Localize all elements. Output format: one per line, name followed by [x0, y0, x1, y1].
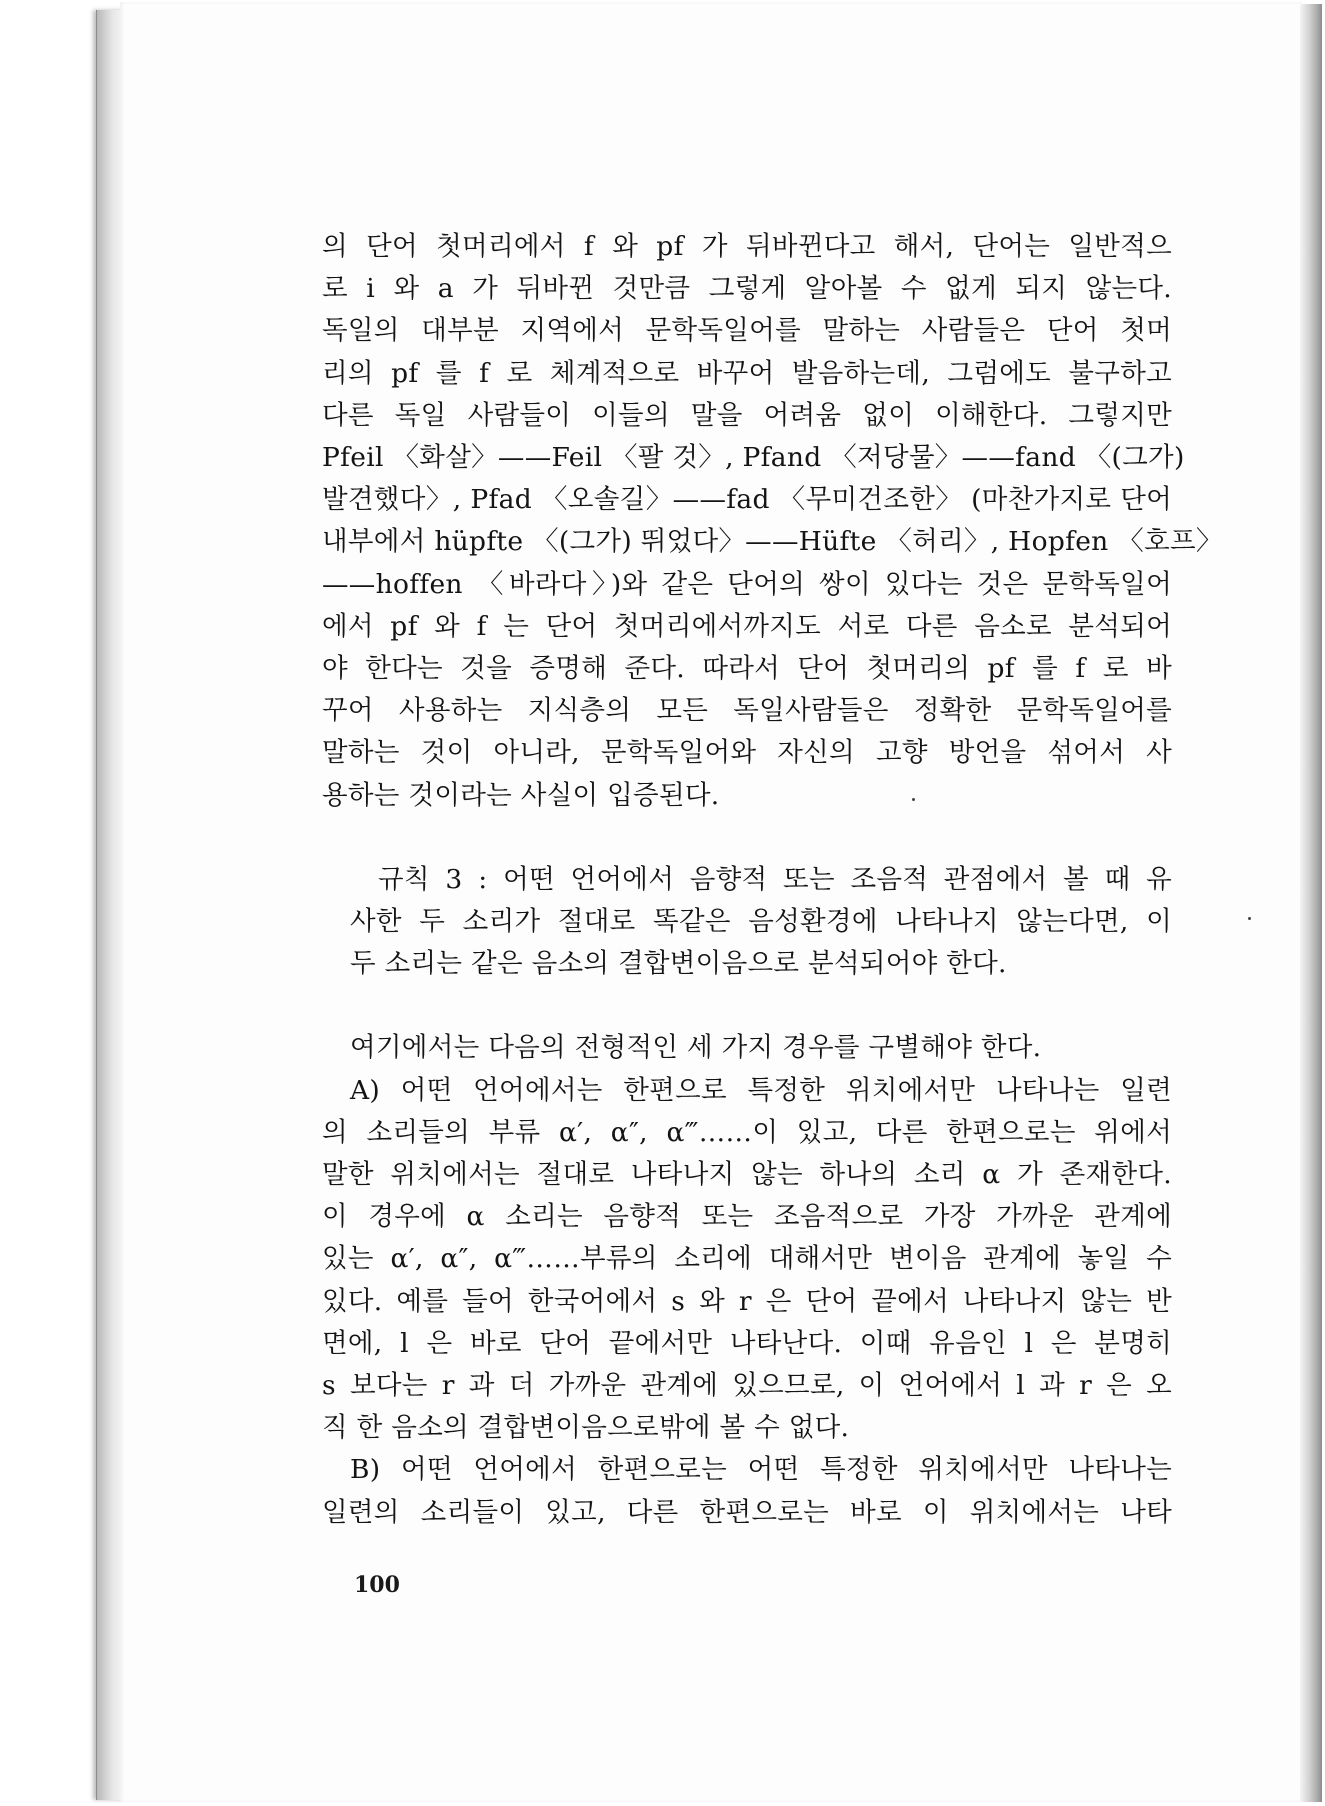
page-number: 100 [354, 1572, 400, 1598]
text-line: 다른 독일 사람들이 이들의 말을 어려움 없이 이해한다. 그렇지만 [322, 399, 1172, 431]
rule-line: 두 소리는 같은 음소의 결합변이음으로 분석되어야 한다. [350, 948, 1007, 980]
text-line: 말한 위치에서는 절대로 나타나지 않는 하나의 소리 α 가 존재한다. [322, 1159, 1172, 1191]
text-line: Pfeil 〈화살〉——Feil 〈팔 것〉, Pfand 〈저당물〉——fand 〈(그가) [322, 442, 1185, 474]
text-line: A) 어떤 언어에서는 한편으로 특정한 위치에서만 나타나는 일련 [350, 1074, 1172, 1106]
scan-speck [912, 798, 915, 801]
scan-speck [1248, 917, 1251, 920]
text-line: 발견했다〉, Pfad 〈오솔길〉——fad 〈무미건조한〉 (마찬가지로 단어 [322, 484, 1172, 516]
text-line: 의 소리들의 부류 α′, α″, α‴……이 있고, 다른 한편으로는 위에서 [322, 1116, 1172, 1148]
text-line: ——hoffen 〈바라다〉)와 같은 단어의 쌍이 있다는 것은 문학독일어 [322, 568, 1172, 600]
text-line: B) 어떤 언어에서 한편으로는 어떤 특정한 위치에서만 나타나는 [350, 1454, 1172, 1486]
paragraph-1 [322, 226, 1223, 817]
text-line: 있는 α′, α″, α‴……부류의 소리에 대해서만 변이음 관계에 놓일 수 [322, 1243, 1172, 1275]
rule-line: 규칙 3 : 어떤 언어에서 음향적 또는 조음적 관점에서 볼 때 유 [378, 863, 1172, 895]
page-text [322, 226, 1223, 1534]
text-line: 야 한다는 것을 증명해 준다. 따라서 단어 첫머리의 pf 를 f 로 바 [322, 653, 1172, 685]
text-line: 독일의 대부분 지역에서 문학독일어를 말하는 사람들은 단어 첫머 [322, 315, 1172, 347]
page-edge-right [1300, 4, 1322, 1802]
text-line: 여기에서는 다음의 전형적인 세 가지 경우를 구별해야 한다. [350, 1032, 1042, 1064]
text-line: 일련의 소리들이 있고, 다른 한편으로는 바로 이 위치에서는 나타 [322, 1496, 1172, 1528]
text-line: 로 i 와 a 가 뒤바뀐 것만큼 그렇게 알아볼 수 없게 되지 않는다. [322, 273, 1172, 305]
paragraph-gap [322, 985, 1172, 1027]
text-line: 내부에서 hüpfte 〈(그가) 뛰었다〉——Hüfte 〈허리〉, Hopfen 〈호프〉 [322, 526, 1223, 558]
text-line: s 보다는 r 과 더 가까운 관계에 있으므로, 이 언어에서 l 과 r 은 오 [322, 1370, 1172, 1402]
rule-3-block [350, 859, 1172, 986]
text-line: 꾸어 사용하는 지식층의 모든 독일사람들은 정확한 문학독일어를 [322, 695, 1172, 727]
text-line: 이 경우에 α 소리는 음향적 또는 조음적으로 가장 가까운 관계에 [322, 1201, 1172, 1233]
text-line: 리의 pf 를 f 로 체계적으로 바꾸어 발음하는데, 그럼에도 불구하고 [322, 357, 1172, 389]
paragraph-2 [322, 1027, 1172, 1533]
text-line: 있다. 예를 들어 한국어에서 s 와 r 은 단어 끝에서 나타나지 않는 반 [322, 1285, 1172, 1317]
text-line: 의 단어 첫머리에서 f 와 pf 가 뒤바뀐다고 해서, 단어는 일반적으 [322, 231, 1172, 262]
text-line: 에서 pf 와 f 는 단어 첫머리에서까지도 서로 다른 음소로 분석되어 [322, 610, 1172, 642]
rule-line: 사한 두 소리가 절대로 똑같은 음성환경에 나타나지 않는다면, 이 [350, 906, 1172, 938]
text-line: 면에, l 은 바로 단어 끝에서만 나타난다. 이때 유음인 l 은 분명히 [322, 1327, 1172, 1359]
text-line: 직 한 음소의 결합변이음으로밖에 볼 수 없다. [322, 1412, 850, 1444]
text-line: 말하는 것이 아니라, 문학독일어와 자신의 고향 방언을 섞어서 사 [322, 737, 1172, 769]
text-line: 용하는 것이라는 사실이 입증된다. [322, 779, 720, 811]
